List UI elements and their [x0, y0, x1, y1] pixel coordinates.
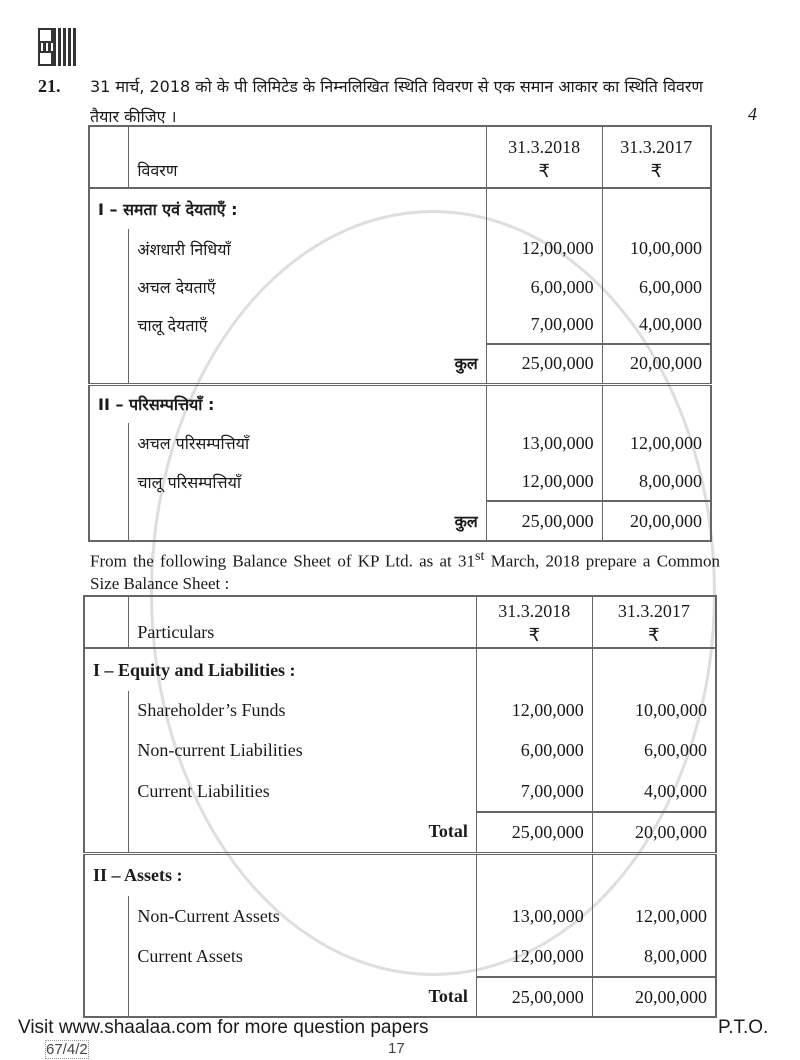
total-2018: 25,00,000: [486, 501, 602, 541]
value-2018: 7,00,000: [486, 306, 602, 344]
header-particulars: Particulars: [129, 596, 477, 648]
paper-code: 67/4/2: [46, 1041, 88, 1058]
english-balance-sheet-table: [83, 595, 717, 1018]
total-label: कुल: [129, 501, 486, 541]
row-label: Shareholder’s Funds: [129, 691, 477, 730]
value-2017: 8,00,000: [602, 463, 711, 501]
value-2018: 13,00,000: [476, 896, 592, 936]
value-2017: 4,00,000: [592, 771, 716, 812]
question-number: 21.: [38, 76, 61, 96]
question-text-english: From the following Balance Sheet of KP Ltd. as at 31st March, 2018 prepare a Common Size Balance Sheet :: [90, 548, 720, 593]
question-marks: 4: [748, 104, 757, 124]
value-2018: 12,00,000: [486, 463, 602, 501]
value-2018: 12,00,000: [476, 936, 592, 977]
row-label: Current Liabilities: [129, 771, 477, 812]
total-2018: 25,00,000: [486, 344, 602, 384]
row-label: Current Assets: [129, 936, 477, 977]
total-2017: 20,00,000: [602, 501, 711, 541]
value-2018: 12,00,000: [486, 229, 602, 268]
total-2018: 25,00,000: [476, 977, 592, 1017]
header-2017: 31.3.2017 ₹: [592, 596, 716, 648]
pto-label: P.T.O.: [718, 1017, 769, 1038]
hindi-balance-sheet-table: [88, 125, 712, 542]
header-2018: 31.3.2018 ₹: [476, 596, 592, 648]
value-2018: 13,00,000: [486, 423, 602, 463]
value-2017: 10,00,000: [592, 691, 716, 730]
header-2018: 31.3.2018 ₹: [486, 126, 602, 188]
section-heading: II – Assets :: [84, 853, 476, 896]
header-particulars: विवरण: [129, 126, 486, 188]
value-2017: 12,00,000: [592, 896, 716, 936]
row-label: चालू परिसम्पत्तियाँ: [129, 463, 486, 501]
total-label: Total: [129, 977, 477, 1017]
value-2017: 6,00,000: [602, 268, 711, 306]
value-2018: 6,00,000: [486, 268, 602, 306]
row-label: अचल परिसम्पत्तियाँ: [129, 423, 486, 463]
row-label: अचल देयताएँ: [129, 268, 486, 306]
total-2018: 25,00,000: [476, 812, 592, 853]
question-text-hindi: 31 मार्च, 2018 को के पी लिमिटेड के निम्नलिखित स्थिति विवरण से एक समान आकार का स्थिति विवरण तैयार कीजिए ।: [90, 77, 703, 126]
total-2017: 20,00,000: [592, 812, 716, 853]
value-2017: 6,00,000: [592, 730, 716, 771]
row-label: अंशधारी निधियाँ: [129, 229, 486, 268]
row-label: Non-Current Assets: [129, 896, 477, 936]
value-2017: 8,00,000: [592, 936, 716, 977]
header-2017: 31.3.2017 ₹: [602, 126, 711, 188]
qr-code: [38, 28, 76, 66]
total-2017: 20,00,000: [602, 344, 711, 384]
section-heading: I – समता एवं देयताएँ :: [89, 188, 486, 229]
value-2018: 7,00,000: [476, 771, 592, 812]
value-2017: 4,00,000: [602, 306, 711, 344]
value-2018: 6,00,000: [476, 730, 592, 771]
total-label: Total: [129, 812, 477, 853]
section-heading: I – Equity and Liabilities :: [84, 648, 476, 691]
value-2017: 10,00,000: [602, 229, 711, 268]
row-label: Non-current Liabilities: [129, 730, 477, 771]
section-heading: II – परिसम्पत्तियाँ :: [89, 384, 486, 423]
total-2017: 20,00,000: [592, 977, 716, 1017]
value-2017: 12,00,000: [602, 423, 711, 463]
page-number: 17: [388, 1040, 405, 1057]
total-label: कुल: [129, 344, 486, 384]
value-2018: 12,00,000: [476, 691, 592, 730]
row-label: चालू देयताएँ: [129, 306, 486, 344]
footer-visit-link[interactable]: Visit www.shaalaa.com for more question papers: [18, 1017, 429, 1038]
